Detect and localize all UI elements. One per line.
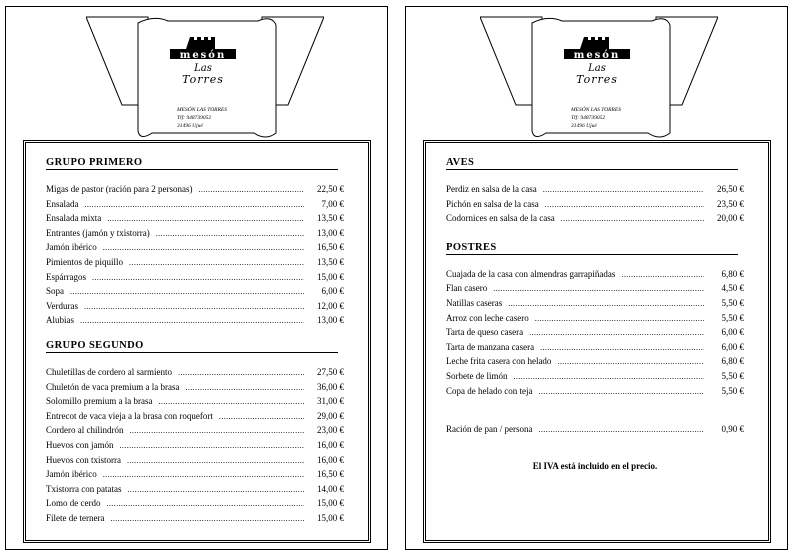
item-name: Arroz con leche casero: [446, 312, 529, 323]
item-name: Tarta de manzana casera: [446, 341, 535, 352]
item-name: Pimientos de piquillo: [46, 256, 124, 267]
contact-info: [177, 106, 227, 130]
contact-info: [571, 106, 621, 130]
item-price: 0,90 €: [721, 424, 744, 435]
section-title: POSTRES: [446, 242, 738, 255]
menu-page-left: [5, 6, 388, 550]
item-price: 16,50 €: [317, 469, 344, 480]
item-name: Cordero al chilindrón: [46, 425, 124, 436]
leader-dots: [106, 499, 304, 508]
bread-line: [446, 424, 744, 439]
menu-item: [46, 199, 344, 214]
info-phone: Tlf: 948739052: [177, 115, 212, 121]
menu-item: [446, 424, 744, 439]
item-price: 36,00 €: [317, 381, 344, 392]
menu-item: [46, 411, 344, 426]
menu-item: [46, 513, 344, 528]
leader-dots: [543, 185, 704, 194]
menu-item: [446, 184, 744, 199]
leader-dots: [178, 368, 304, 377]
menu-item: [46, 213, 344, 228]
menu-item: [46, 184, 344, 199]
leader-dots: [185, 383, 304, 392]
item-name: Flan casero: [446, 283, 488, 294]
item-price: 20,00 €: [717, 213, 744, 224]
leader-dots: [103, 470, 304, 479]
item-price: 15,00 €: [317, 498, 344, 509]
item-price: 5,50 €: [721, 385, 744, 396]
menu-item: [46, 272, 344, 287]
leader-dots: [156, 229, 304, 238]
item-name: Verduras: [46, 300, 78, 311]
leader-dots: [538, 425, 704, 434]
item-price: 6,00 €: [721, 327, 744, 338]
item-name: Txistorra con patatas: [46, 483, 122, 494]
menu-page-right: [405, 6, 788, 550]
menu-item: [46, 242, 344, 257]
leader-dots: [70, 287, 304, 296]
leader-dots: [84, 200, 304, 209]
section-title: AVES: [446, 157, 738, 170]
leader-dots: [84, 302, 304, 311]
item-name: Entrecot de vaca vieja a la brasa con roquefort: [46, 410, 213, 421]
item-price: 4,50 €: [721, 283, 744, 294]
leader-dots: [508, 299, 704, 308]
item-name: Chuletón de vaca premium a la brasa: [46, 381, 180, 392]
leader-dots: [538, 387, 704, 396]
menu-box: [423, 140, 771, 543]
item-price: 14,00 €: [317, 483, 344, 494]
menu-item: [446, 342, 744, 357]
leader-dots: [545, 200, 704, 209]
item-list: [446, 184, 744, 228]
menu-item: [46, 228, 344, 243]
menu-item: [446, 313, 744, 328]
item-price: 6,00 €: [721, 341, 744, 352]
menu-item: [446, 386, 744, 401]
item-name: Copa de helado con teja: [446, 385, 533, 396]
item-price: 26,50 €: [717, 184, 744, 194]
menu-item: [46, 469, 344, 484]
item-name: Sopa: [46, 286, 64, 297]
item-price: 16,50 €: [317, 242, 344, 253]
menu-item: [46, 440, 344, 455]
item-price: 29,00 €: [317, 410, 344, 421]
logo-text-meson: mesón: [179, 50, 227, 61]
item-name: Codornices en salsa de la casa: [446, 213, 555, 224]
leader-dots: [129, 426, 304, 435]
leader-dots: [493, 284, 704, 293]
item-name: Migas de pastor (ración para 2 personas): [46, 184, 193, 194]
item-name: Chuletillas de cordero al sarmiento: [46, 366, 172, 377]
leader-dots: [120, 441, 305, 450]
info-name: MESÓN LAS TORRES: [571, 107, 622, 113]
leader-dots: [621, 270, 704, 279]
item-name: Sorbete de limón: [446, 370, 508, 381]
item-name: Filete de ternera: [46, 512, 105, 523]
item-price: 5,50 €: [721, 312, 744, 323]
item-price: 6,80 €: [721, 268, 744, 279]
item-price: 23,50 €: [717, 198, 744, 209]
item-list: [46, 184, 344, 330]
item-price: 16,00 €: [317, 439, 344, 450]
item-price: 23,00 €: [317, 425, 344, 436]
menu-item: [446, 371, 744, 386]
item-name: Ensalada mixta: [46, 213, 102, 224]
item-name: Leche frita casera con helado: [446, 356, 552, 367]
leader-dots: [540, 343, 704, 352]
menu-item: [46, 315, 344, 330]
item-price: 13,00 €: [317, 315, 344, 326]
item-name: Jamón ibérico: [46, 242, 97, 253]
item-price: 15,00 €: [317, 271, 344, 282]
menu-item: [46, 455, 344, 470]
leader-dots: [127, 485, 304, 494]
menu-item: [446, 298, 744, 313]
item-price: 5,50 €: [721, 297, 744, 308]
menu-item: [46, 286, 344, 301]
menu-item: [46, 498, 344, 513]
leader-dots: [110, 514, 304, 523]
item-name: Solomillo premium a la brasa: [46, 396, 153, 407]
menu-item: [446, 356, 744, 371]
info-phone: Tlf: 948739052: [571, 115, 606, 121]
item-price: 16,00 €: [317, 454, 344, 465]
leader-dots: [529, 328, 704, 337]
info-address: 31496 Ujué: [571, 123, 597, 129]
item-name: Tarta de queso casera: [446, 327, 524, 338]
leader-dots: [127, 456, 304, 465]
menu-item: [46, 367, 344, 382]
item-price: 6,00 €: [321, 286, 344, 297]
leader-dots: [219, 412, 304, 421]
logo-text-torres: Torres: [576, 73, 618, 86]
item-name: Entrantes (jamón y txistorra): [46, 227, 150, 238]
item-name: Jamón ibérico: [46, 469, 97, 480]
menu-box: [23, 140, 371, 543]
item-name: Lomo de cerdo: [46, 498, 101, 509]
item-price: 22,50 €: [317, 184, 344, 194]
banner-ribbon: [86, 15, 324, 141]
item-name: Pichón en salsa de la casa: [446, 198, 539, 209]
castle-logo: [168, 37, 238, 93]
item-name: Natillas caseras: [446, 297, 503, 308]
item-name: Ensalada: [46, 198, 79, 209]
menu-item: [446, 283, 744, 298]
leader-dots: [535, 314, 704, 323]
menu-item: [46, 382, 344, 397]
leader-dots: [129, 258, 304, 267]
item-name: Huevos con jamón: [46, 439, 114, 450]
item-price: 7,00 €: [321, 198, 344, 209]
menu-item: [46, 425, 344, 440]
leader-dots: [92, 273, 304, 282]
item-list: [446, 269, 744, 400]
leader-dots: [158, 397, 304, 406]
item-name: Alubias: [46, 315, 74, 326]
section-title: GRUPO SEGUNDO: [46, 340, 338, 353]
menu-item: [446, 213, 744, 228]
item-name: Huevos con txistorra: [46, 454, 121, 465]
leader-dots: [107, 214, 304, 223]
item-price: 12,00 €: [317, 300, 344, 311]
vat-note: El IVA está incluido en el precio.: [532, 460, 658, 471]
item-price: 13,50 €: [317, 256, 344, 267]
menu-item: [46, 257, 344, 272]
castle-logo: [562, 37, 632, 93]
item-price: 6,80 €: [721, 356, 744, 367]
item-price: 13,50 €: [317, 213, 344, 224]
logo-text-las: Las: [588, 63, 606, 74]
leader-dots: [198, 185, 304, 194]
item-name: Perdiz en salsa de la casa: [446, 184, 537, 194]
section-title: GRUPO PRIMERO: [46, 157, 338, 170]
leader-dots: [561, 214, 704, 223]
info-address: 31496 Ujué: [177, 123, 203, 129]
item-price: 31,00 €: [317, 396, 344, 407]
item-price: 13,00 €: [317, 227, 344, 238]
info-name: MESÓN LAS TORRES: [177, 107, 228, 113]
item-price: 27,50 €: [317, 366, 344, 377]
menu-item: [446, 199, 744, 214]
menu-item: [46, 484, 344, 499]
leader-dots: [80, 316, 304, 325]
leader-dots: [557, 357, 704, 366]
logo-text-meson: mesón: [573, 50, 621, 61]
leader-dots: [514, 372, 705, 381]
item-price: 5,50 €: [721, 370, 744, 381]
logo-text-torres: Torres: [182, 73, 224, 86]
logo-text-las: Las: [194, 63, 212, 74]
banner-ribbon: [480, 15, 718, 141]
item-price: 15,00 €: [317, 512, 344, 523]
item-list: [46, 367, 344, 528]
item-name: Cuajada de la casa con almendras garrapiñadas: [446, 268, 616, 279]
menu-item: [46, 396, 344, 411]
item-name: Ración de pan / persona: [446, 424, 533, 435]
menu-item: [446, 269, 744, 284]
menu-item: [46, 301, 344, 316]
leader-dots: [103, 243, 304, 252]
item-name: Espárragos: [46, 271, 86, 282]
menu-item: [446, 327, 744, 342]
